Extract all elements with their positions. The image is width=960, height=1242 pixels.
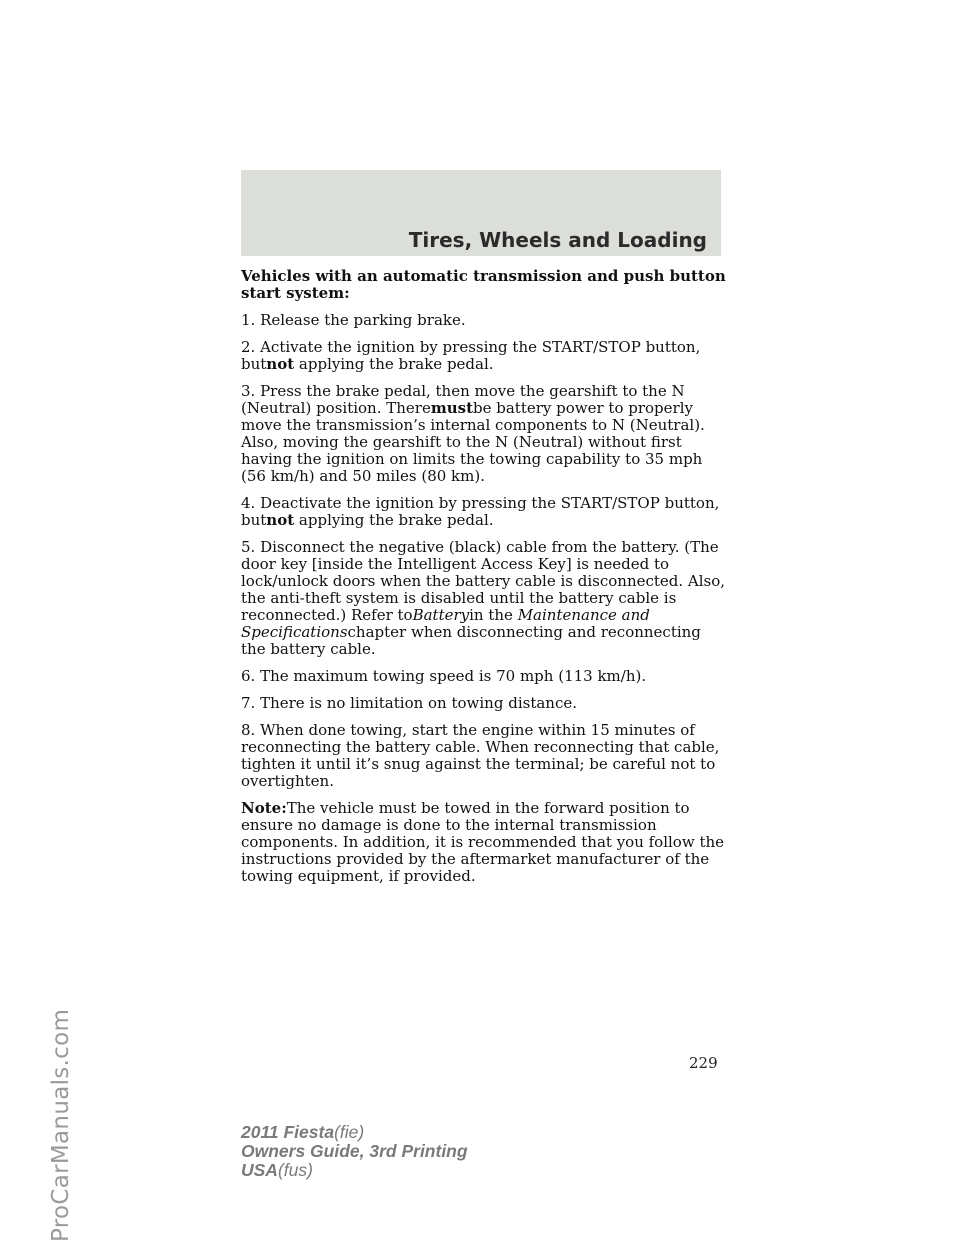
site-watermark: ProCarManuals.com: [48, 1008, 74, 1242]
footer-line-1: 2011 Fiesta(fie): [241, 1122, 365, 1142]
step-6: 6. The maximum towing speed is 70 mph (113 km/h).: [241, 667, 647, 685]
reference-chapter: Maintenance and Specifications: [241, 606, 650, 641]
chapter-title: Tires, Wheels and Loading: [408, 228, 707, 252]
step-5: 5. Disconnect the negative (black) cable from the battery. (The door key [inside the Intelligent Access Key] is needed to lock/unlock doors when the battery cable is disconnected. Also, the anti-theft system is disabled until the battery cable is reconnected.) Refer toBatteryin the Maintenance and Specificationschapter when disconnecting and reconnecting the battery cable.: [241, 538, 726, 658]
step-2: 2. Activate the ignition by pressing the START/STOP button, butnot applying the brake pedal.: [241, 338, 701, 373]
chapter-header-band: [241, 170, 721, 256]
emphasis-not: not: [266, 511, 295, 529]
footer-line-2: Owners Guide, 3rd Printing: [241, 1141, 468, 1161]
note-label: Note:: [241, 799, 287, 817]
page-number: 229: [689, 1054, 718, 1072]
step-1: 1. Release the parking brake.: [241, 311, 466, 329]
reference-battery: Battery: [412, 606, 470, 624]
emphasis-not: not: [266, 355, 295, 373]
step-3: 3. Press the brake pedal, then move the gearshift to the N (Neutral) position. Theremustbe battery power to properly move the transmission’s internal components to N (Neutral). Also, moving the gearshift to the N (Neutral) without first having the ignition on limits the towing capability to 35 mph (56 km/h) and 50 miles (80 km).: [241, 382, 705, 485]
step-7: 7. There is no limitation on towing distance.: [241, 694, 577, 712]
footer-line-3: USA(fus): [241, 1160, 313, 1180]
step-8: 8. When done towing, start the engine within 15 minutes of reconnecting the battery cable. When reconnecting that cable, tighten it until it’s snug against the terminal; be careful not to overtighten.: [241, 721, 720, 790]
section-heading: Vehicles with an automatic transmission and push button start system:: [241, 267, 726, 302]
emphasis-must: must: [430, 399, 473, 417]
note: Note:The vehicle must be towed in the forward position to ensure no damage is done to the internal transmission components. In addition, it is recommended that you follow the instructions provided by the aftermarket manufacturer of the towing equipment, if provided.: [241, 799, 725, 885]
step-4: 4. Deactivate the ignition by pressing the START/STOP button, butnot applying the brake pedal.: [241, 494, 720, 529]
page-content: [241, 268, 727, 895]
document-footer: [241, 1123, 468, 1180]
